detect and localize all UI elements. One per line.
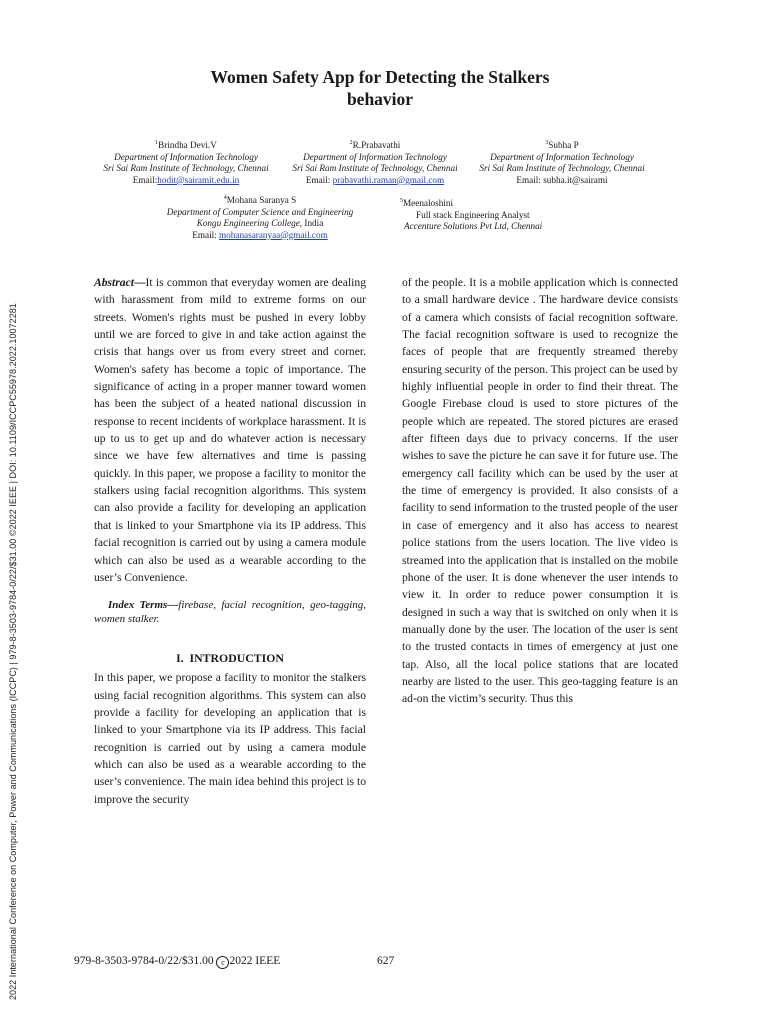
index-terms — [94, 598, 366, 626]
conference-sidebar: 2022 International Conference on Computer, Power and Communications (ICCPC) | 979-8-3503-9784-0/22/$31.00 ©2022 IEEE | DOI: 10.1109/ICCPC55978.2022.10072281 — [8, 303, 18, 1000]
author-dept: Department of Computer Science and Engineering — [166, 206, 354, 217]
author-4: $^4$Mohana Saranya S Department of Computer Science and Engineering Kongu Engineering College, India Email: mohanasaranyaa@gmail.com — [155, 195, 365, 241]
author-institution: Sri Sai Ram Institute of Technology, Chennai — [292, 163, 458, 174]
author-3: $^3$Subha P Department of Information Technology Sri Sai Ram Institute of Technology, Chennai Email: subha.it@sairami — [470, 140, 654, 186]
section-heading-introduction: I. INTRODUCTION — [176, 651, 284, 666]
abstract-text: It is common that everyday women are dealing with harassment from mild to extreme forms on our streets. Women's rights must be pushed in every lobby until we are forced to give in and take action against the crisis that hangs over us from every street and corner. Women's safety has become a topic of importance. The significance of acting in a proper manner toward women has been the subject of a heated national discussion in response to recent incidents of workplace harassment. It is up to us to get up and do whatever action is necessary since we have few alternatives and time is passing quickly. In this paper, we propose a facility to monitor the stalkers using facial recognition algorithms. This system can also provide a facility for developing an application that is linked to your Smartphone via its IP address. This facial recognition is carried out by using a camera module which can also be used as a wearable according to the user’s Convenience. — [94, 276, 366, 584]
intro-paragraph-right: of the people. It is a mobile application which is connected to a small hardware device . The hardware device consists of a camera which consists of facial recognition software. The facial recognition software is used to recognize the faces of people that are frequently streamed thereby ensuring security of the person. This project can be used by highly influential people in order to find their threat. The Google Firebase cloud is used to store pictures of the people which are repeated. The stored pictures are erased after fifteen days due to privacy concerns. If the user wishes to save the picture he can save it for future use. The emergency call facility which can be used by the user at the time of emergency is provided. It also consists of a facility to send information to the trusted people of the user in case of emergency and it also has access to nearest police stations from the users location. The live video is streamed into the application that is installed on the mobile phone of the user. It is done whenever the user intends to view it. In order to reduce power consumption it is designed in such a way that is switched on only when it is manually done by the user. The location of the user is sent to the trusted contacts in times of emergency at just one tap. Also, all the local police stations that are located nearby are listed to the user. This geo-tagging feature is an ad-on the victim’s security. Thus this — [402, 276, 678, 706]
footer-isbn — [74, 955, 280, 969]
author-institution: Sri Sai Ram Institute of Technology, Chennai — [103, 163, 269, 174]
author-institution: Accenture Solutions Pvt Ltd, Chennai — [404, 221, 543, 232]
intro-paragraph-left: In this paper, we propose a facility to monitor the stalkers using facial recognition algorithms. This system can also provide a facility for developing an application that is linked to your Smartphone via its IP address. This facial recognition is carried out by using a camera module which can also be used as a wearable according to the user’s convenience. The main idea behind this project is to improve the security — [94, 671, 366, 806]
author-institution: Sri Sai Ram Institute of Technology, Chennai — [479, 163, 645, 174]
paper-title — [130, 66, 630, 110]
author-name: Brindha Devi.V — [158, 140, 217, 150]
right-column — [402, 274, 678, 708]
author-role: Full stack Engineering Analyst — [416, 209, 530, 220]
author-email-link[interactable]: mohanasaranyaa@gmail.com — [219, 229, 328, 240]
index-terms-text: firebase, facial recognition, geo-tagging, women stalker. — [94, 599, 366, 626]
author-email-link[interactable]: hodit@sairamit.edu.in — [157, 174, 240, 185]
left-column — [94, 274, 366, 808]
index-terms-label: Index Terms— — [108, 599, 179, 612]
author-email: subha.it@sairami — [543, 174, 608, 185]
author-name: R.Prabavathi — [352, 140, 401, 150]
page-number: 627 — [377, 955, 395, 967]
copyright-icon: c — [216, 956, 229, 969]
author-name: Mohana Saranya S — [226, 195, 297, 205]
footer-isbn-text: 979-8-3503-9784-0/22/$31.00 — [74, 955, 214, 967]
author-2: $^2$R.Prabavathi Department of Information Technology Sri Sai Ram Institute of Technology, Chennai Email: prabavathi.raman@gmail.com — [283, 140, 467, 186]
author-5: $^5$Meenaloshini Full stack Engineering Analyst Accenture Solutions Pvt Ltd, Chennai — [400, 198, 560, 233]
author-name: Meenaloshini — [403, 198, 454, 208]
author-dept: Department of Information Technology — [114, 151, 258, 162]
abstract-label: Abstract— — [94, 276, 146, 289]
footer-year-org: 2022 IEEE — [229, 955, 281, 967]
abstract — [94, 274, 366, 586]
author-email-link[interactable]: prabavathi.raman@gmail.com — [332, 174, 445, 185]
author-1: $^1$Brindha Devi.V Department of Information Technology Sri Sai Ram Institute of Technology, Chennai Email:hodit@sairamit.edu.in — [92, 140, 280, 186]
title-line-1: Women Safety App for Detecting the Stalkers — [210, 67, 550, 87]
author-institution: Kongu Engineering College — [196, 218, 300, 229]
author-name: Subha P — [548, 140, 579, 150]
author-dept: Department of Information Technology — [490, 151, 634, 162]
title-line-2: behavior — [346, 89, 414, 109]
author-dept: Department of Information Technology — [303, 151, 447, 162]
